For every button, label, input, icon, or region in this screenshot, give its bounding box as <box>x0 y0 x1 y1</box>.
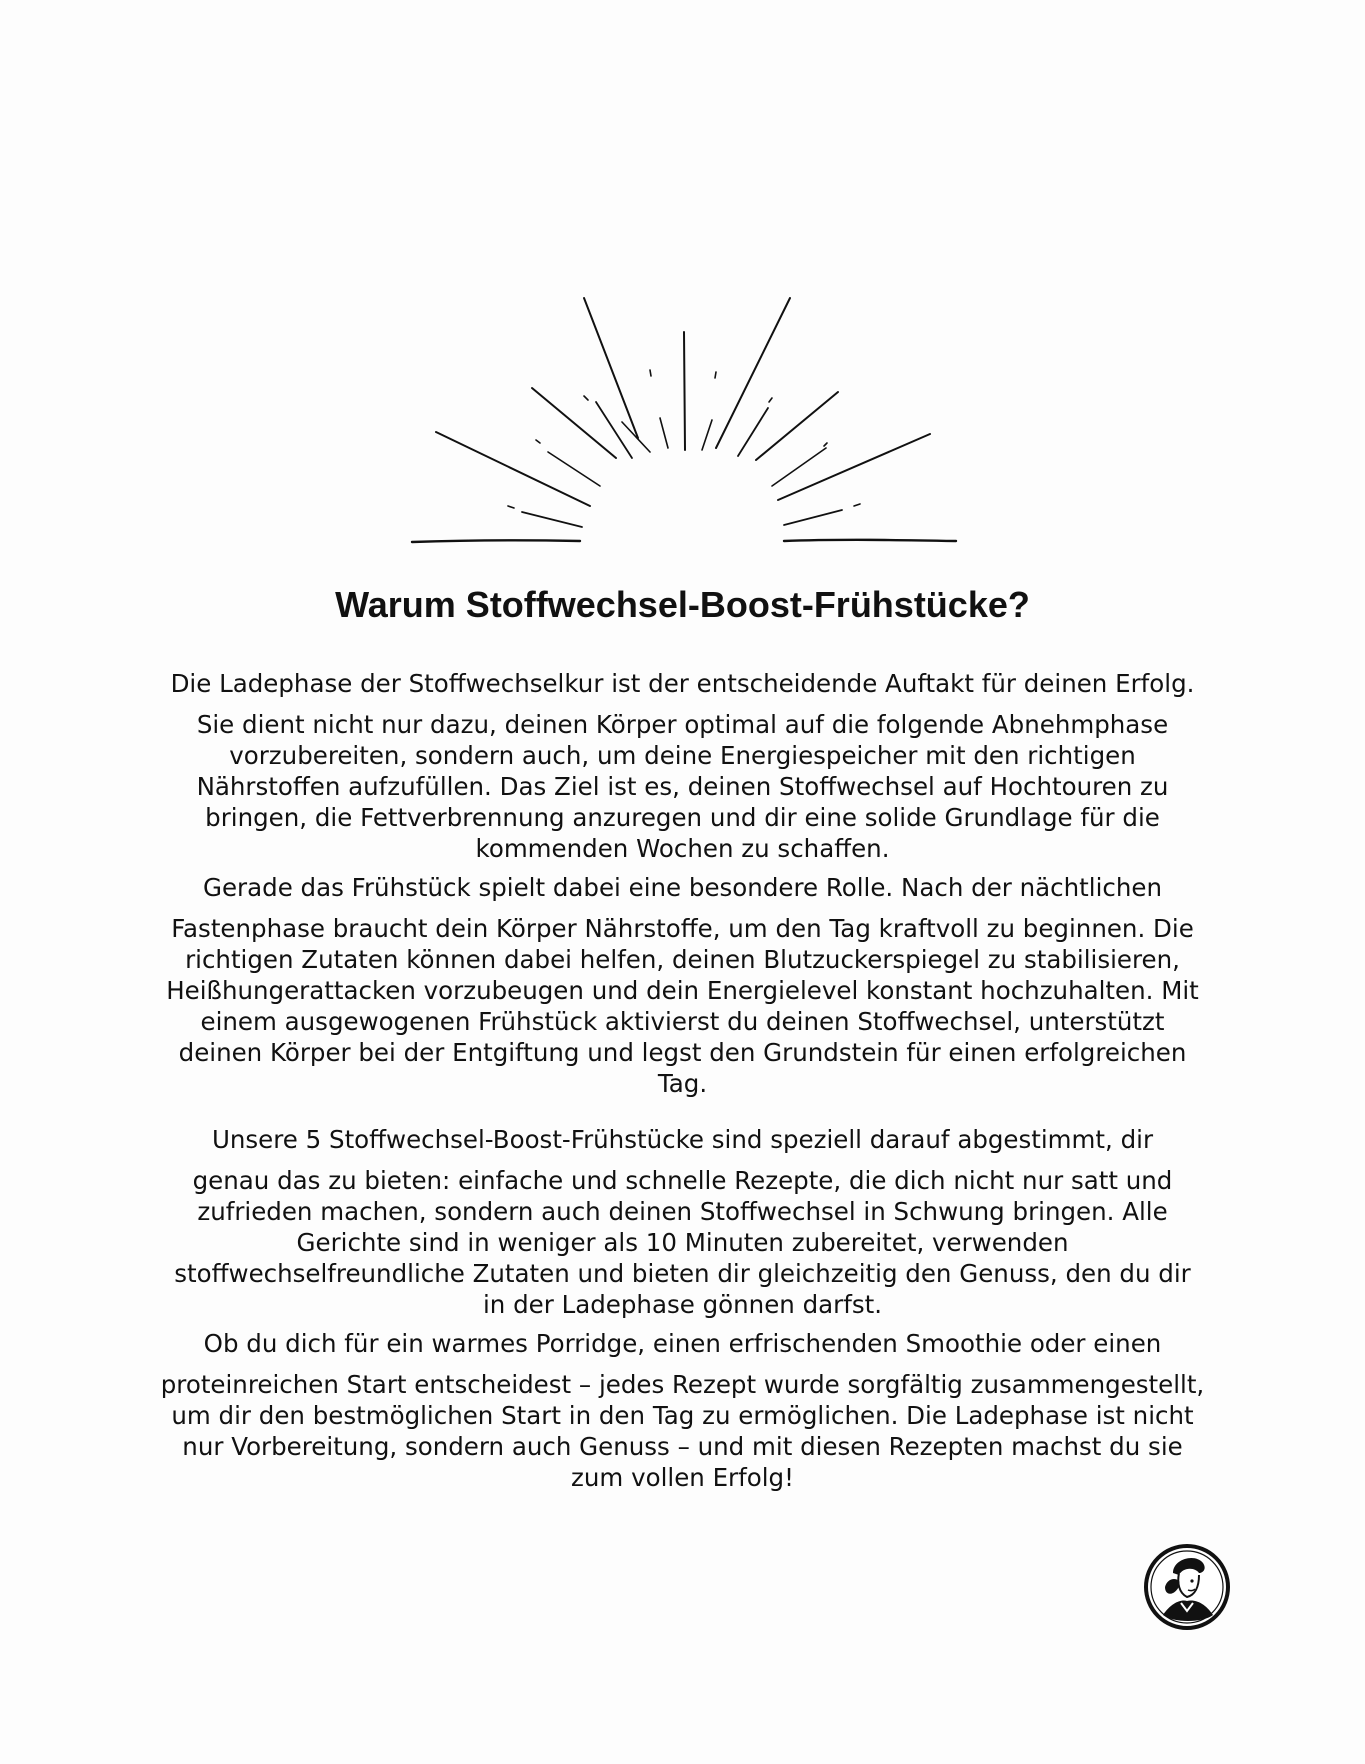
chef-portrait-logo-icon <box>1143 1543 1231 1631</box>
paragraph-body: proteinreichen Start entscheidest – jedes Rezept wurde sorgfältig zusammengestellt, um dir den bestmöglichen Start in den Tag zu ermöglichen. Die Ladephase ist nicht nur Vorbereitung, sondern auch Genuss – und mit diesen Rezepten machst du sie zum vollen Erfolg! <box>160 1370 1205 1492</box>
paragraph-ladephase <box>160 668 1205 864</box>
paragraph-first-line: Ob du dich für ein warmes Porridge, einen erfrischenden Smoothie oder einen <box>203 1329 1162 1358</box>
paragraph-first-line: Unsere 5 Stoffwechsel-Boost-Frühstücke sind speziell darauf abgestimmt, dir <box>211 1125 1154 1154</box>
paragraph-body: genau das zu bieten: einfache und schnelle Rezepte, die dich nicht nur satt und zufrieden machen, sondern auch deinen Stoffwechsel in Schwung bringen. Alle Gerichte sind in weniger als 10 Minuten zubereitet, verwenden stoffwechselfreundliche Zutaten und bieten dir gleichzeitig den Genuss, den du dir in der Ladephase gönnen darfst. <box>174 1166 1191 1319</box>
sunburst-icon <box>400 290 970 550</box>
paragraph-body: Sie dient nicht nur dazu, deinen Körper optimal auf die folgende Abnehmphase vorzubereiten, sondern auch, um deine Energiespeicher mit den richtigen Nährstoffen aufzufüllen. Das Ziel ist es, deinen Stoffwechsel auf Hochtouren zu bringen, die Fettverbrennung anzuregen und dir eine solide Grundlage für die kommenden Wochen zu schaffen. <box>196 710 1169 863</box>
paragraph-body: Fastenphase braucht dein Körper Nährstoffe, um den Tag kraftvoll zu beginnen. Die richtigen Zutaten können dabei helfen, deinen Blutzuckerspiegel zu stabilisieren, Heißhungerattacken vorzubeugen und dein Energielevel konstant hochzuhalten. Mit einem ausgewogenen Frühstück aktivierst du deinen Stoffwechsel, unterstützt deinen Körper bei der Entgiftung und legst den Grundstein für einen erfolgreichen Tag. <box>166 914 1199 1098</box>
page-title: Warum Stoffwechsel-Boost-Frühstücke? <box>335 584 1030 625</box>
paragraph-first-line: Gerade das Frühstück spielt dabei eine besondere Rolle. Nach der nächtlichen <box>203 873 1162 902</box>
paragraph-first-line: Die Ladephase der Stoffwechselkur ist der entscheidende Auftakt für deinen Erfolg. <box>170 669 1195 698</box>
paragraph-boost-rezepte <box>160 1124 1205 1320</box>
paragraph-fruehstueck-rolle <box>160 872 1205 1099</box>
paragraph-auswahl <box>160 1328 1205 1493</box>
